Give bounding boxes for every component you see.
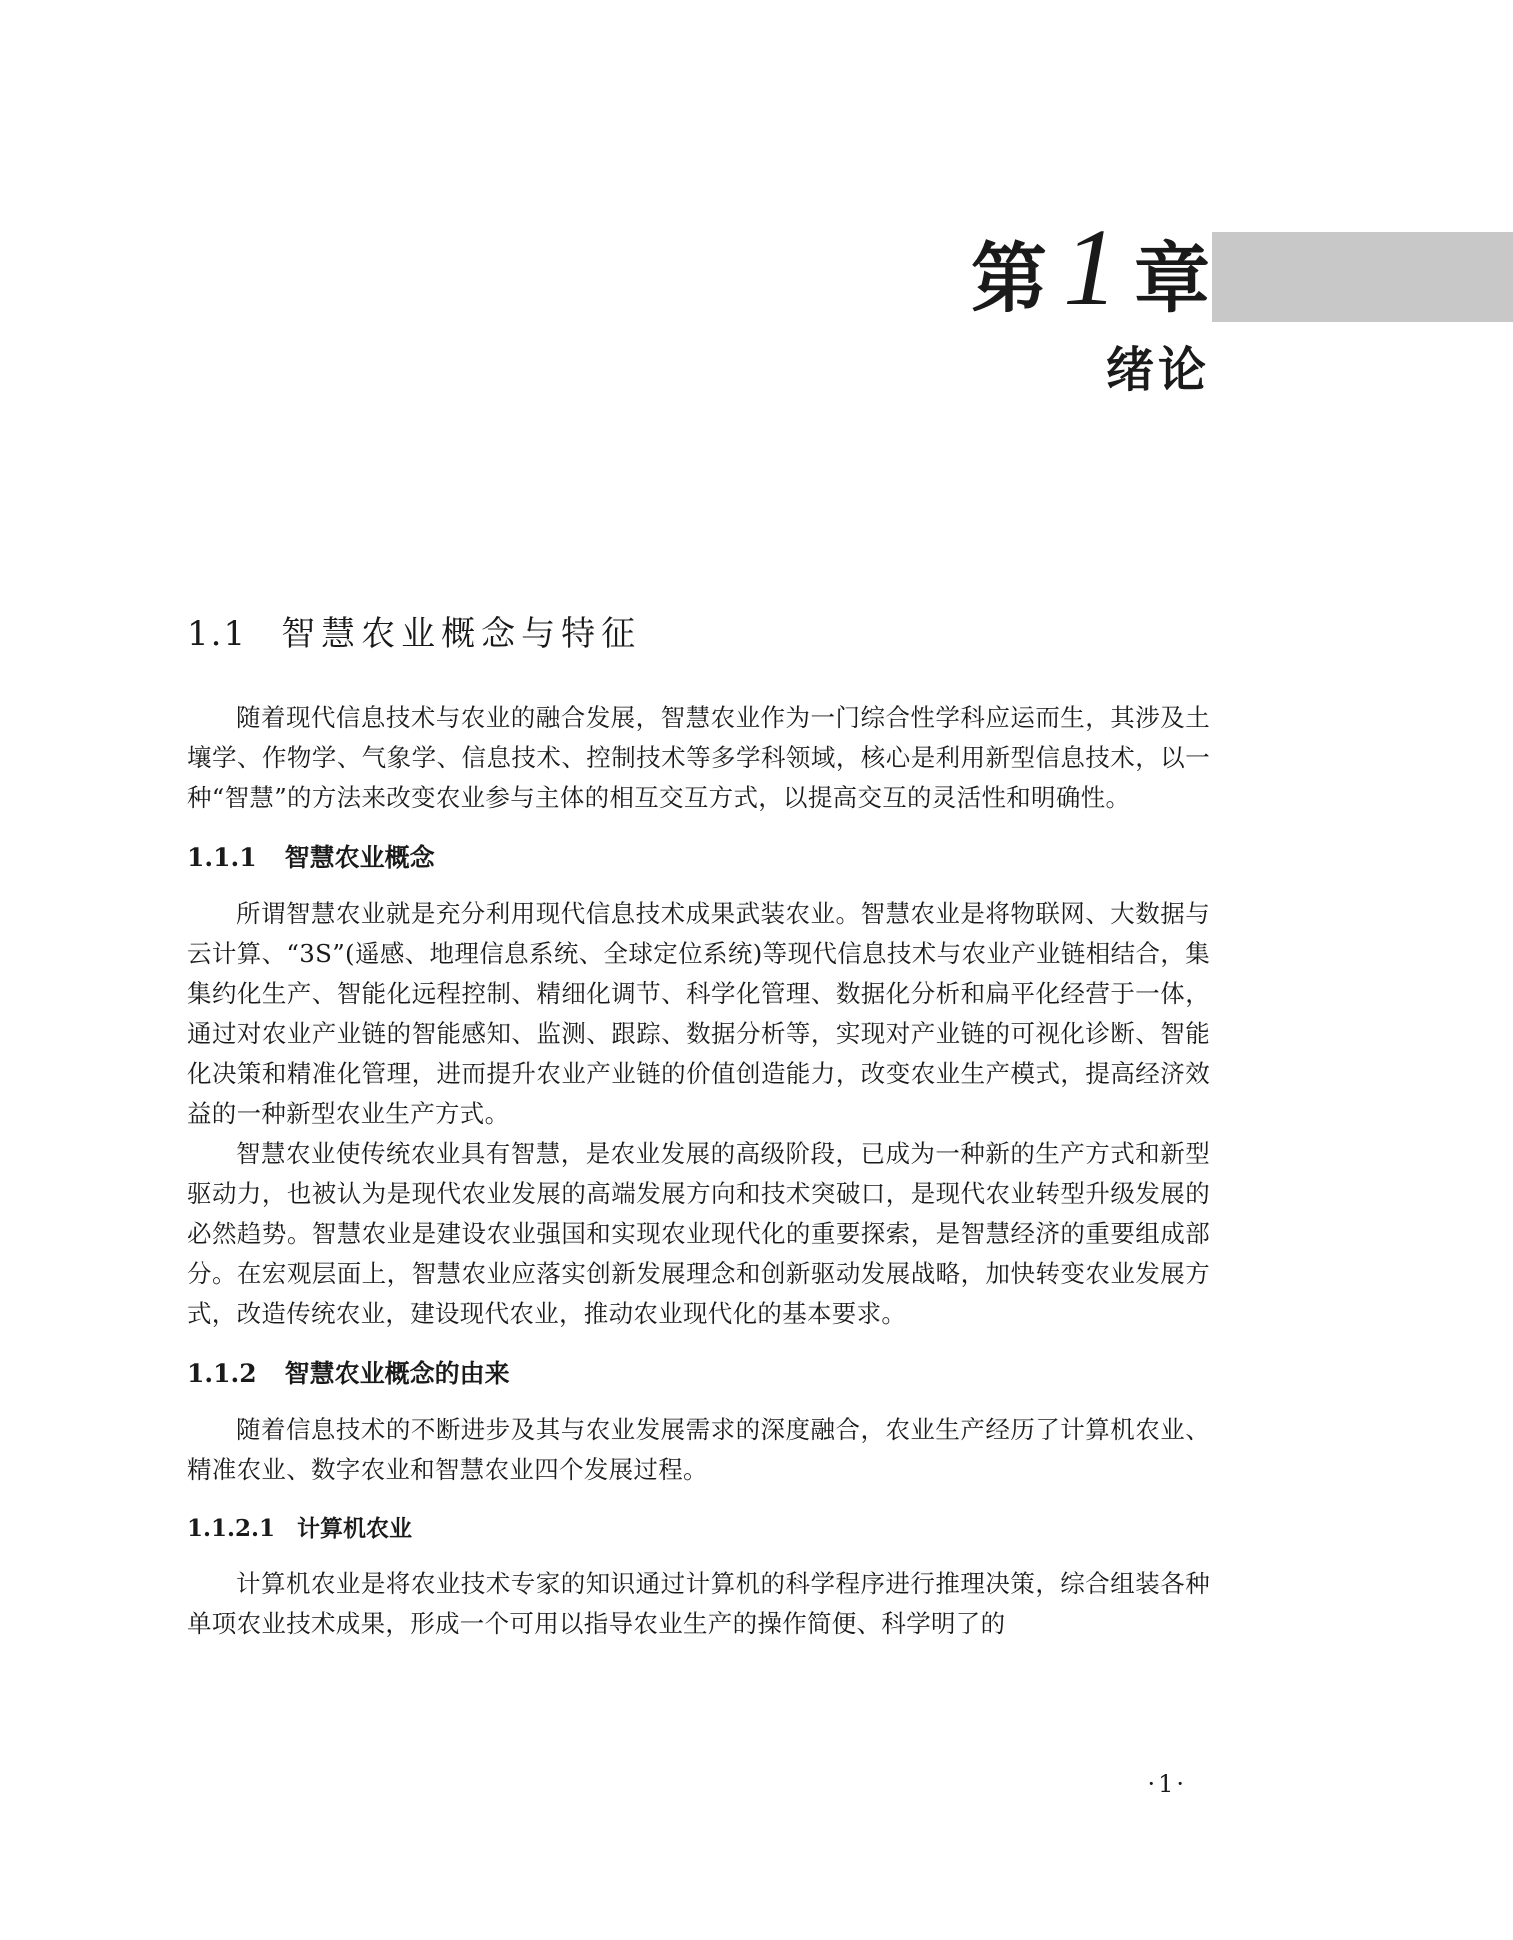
section-title: 计算机农业 (297, 1515, 413, 1542)
section-number: 1.1.2 (187, 1359, 257, 1388)
section-1-1-2-intro: 随着信息技术的不断进步及其与农业发展需求的深度融合，农业生产经历了计算机农业、精准农业、数字农业和智慧农业四个发展过程。 (187, 1415, 1210, 1484)
section-heading-1-1-1 (187, 840, 1210, 876)
chapter-title: 绪论 (1105, 342, 1210, 398)
section-1-1-1-paragraph-2: 智慧农业使传统农业具有智慧，是农业发展的高级阶段，已成为一种新的生产方式和新型驱动力，也被认为是现代农业发展的高端发展方向和技术突破口，是现代农业转型升级发展的必然趋势。智慧农业是建设农业强国和实现农业现代化的重要探索，是智慧经济的重要组成部分。在宏观层面上，智慧农业应落实创新发展理念和创新驱动发展战略，加快转变农业发展方式，改造传统农业，建设现代农业，推动农业现代化的基本要求。 (187, 1139, 1210, 1328)
section-heading-1-1-2 (187, 1356, 1210, 1392)
section-number: 1.1.2.1 (187, 1515, 276, 1542)
section-1-1-2-1-text: 计算机农业是将农业技术专家的知识通过计算机的科学程序进行推理决策，综合组装各种单项农业技术成果，形成一个可用以指导农业生产的操作简便、科学明了的 (187, 1569, 1210, 1638)
chapter-prefix: 第 (971, 234, 1047, 323)
chapter-tab-bar (1212, 232, 1513, 322)
section-title: 智慧农业概念的由来 (284, 1359, 510, 1388)
chapter-suffix: 章 (1134, 234, 1210, 323)
section-title: 智慧农业概念 (284, 843, 435, 872)
section-number: 1.1 (187, 614, 248, 654)
section-heading-1-1-2-1 (187, 1512, 1210, 1546)
section-number: 1.1.1 (187, 843, 257, 872)
section-title: 智慧农业概念与特征 (281, 614, 642, 654)
page-number: ·1· (1147, 1770, 1187, 1798)
chapter-heading (971, 206, 1210, 328)
page-content (187, 612, 1210, 1644)
section-heading-1-1 (187, 612, 1210, 656)
section-1-1-intro: 随着现代信息技术与农业的融合发展，智慧农业作为一门综合性学科应运而生，其涉及土壤学、作物学、气象学、信息技术、控制技术等多学科领域，核心是利用新型信息技术，以一种“智慧”的方法来改变农业参与主体的相互交互方式，以提高交互的灵活性和明确性。 (187, 703, 1210, 812)
chapter-number: 1 (1063, 206, 1118, 328)
section-1-1-1-paragraph-1: 所谓智慧农业就是充分利用现代信息技术成果武装农业。智慧农业是将物联网、大数据与云计算、“3S”(遥感、地理信息系统、全球定位系统)等现代信息技术与农业产业链相结合，集集约化生产、智能化远程控制、精细化调节、科学化管理、数据化分析和扁平化经营于一体，通过对农业产业链的智能感知、监测、跟踪、数据分析等，实现对产业链的可视化诊断、智能化决策和精准化管理，进而提升农业产业链的价值创造能力，改变农业生产模式，提高经济效益的一种新型农业生产方式。 (187, 899, 1210, 1128)
